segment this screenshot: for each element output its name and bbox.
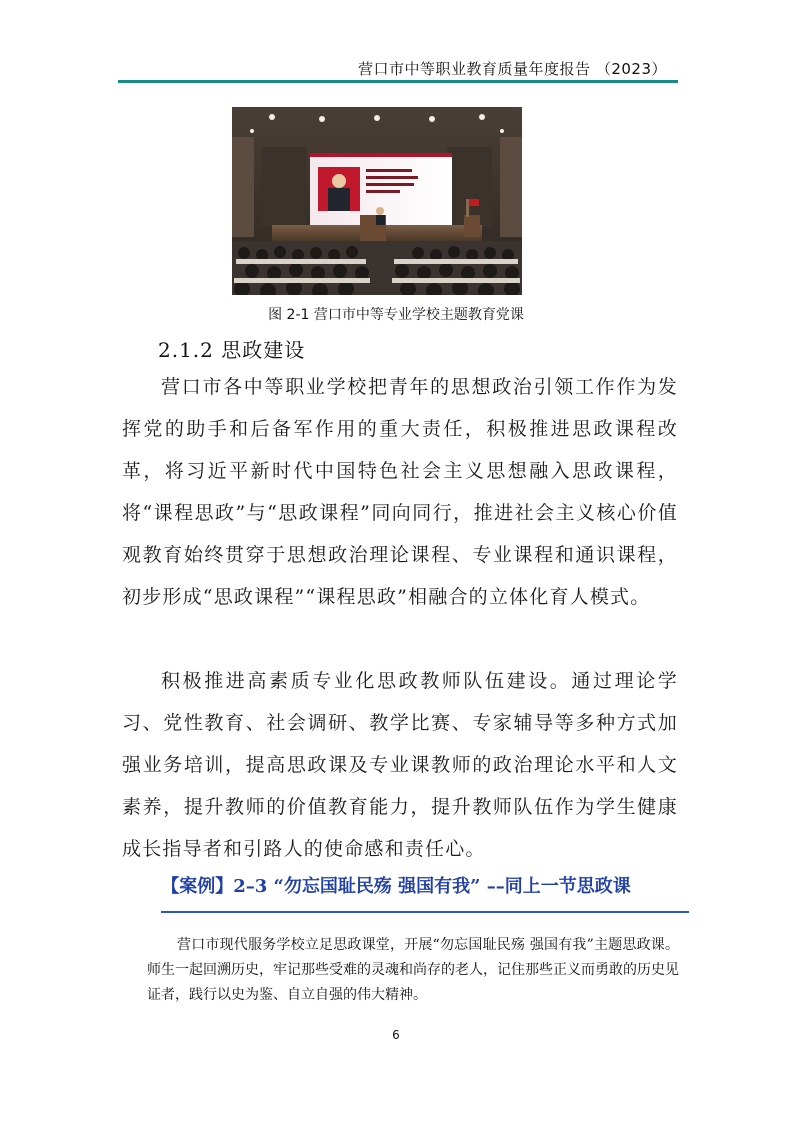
case-body-text: 营口市现代服务学校立足思政课堂，开展“勿忘国耻民殇 强国有我”主题思政课。师生一起回溯历史，牢记那些受难的灵魂和尚存的老人，记住那些正义而勇敢的历史见证者，践行以史为鉴、自立自强的伟大精神。 bbox=[147, 937, 679, 1003]
lecture-hall-illustration bbox=[232, 107, 522, 295]
figure-photo bbox=[232, 107, 522, 295]
section-heading: 2.1.2 思政建设 bbox=[158, 338, 306, 362]
body-paragraph: 营口市各中等职业学校把青年的思想政治引领工作作为发挥党的助手和后备军作用的重大责任，积极推进思政课程改革，将习近平新时代中国特色社会主义思想融入思政课程，将“课程思政”与“思政课程”同向同行，推进社会主义核心价值观教育始终贯穿于思想政治理论课程、专业课程和通识课程，初步形成“思政课程”“课程思政”相融合的立体化育人模式。 bbox=[122, 376, 678, 608]
header-divider bbox=[118, 80, 678, 83]
page-header-title: 营口市中等职业教育质量年度报告 （2023） bbox=[358, 60, 667, 78]
body-paragraph: 积极推进高素质专业化思政教师队伍建设。通过理论学习、党性教育、社会调研、教学比赛、专家辅导等多种方式加强业务培训，提高思政课及专业课教师的政治理论水平和人文素养，提升教师的价值教育能力，提升教师队伍作为学生健康成长指导者和引路人的使命感和责任心。 bbox=[122, 670, 678, 860]
figure-caption: 图 2-1 营口市中等专业学校主题教育党课 bbox=[268, 307, 524, 323]
page-number: 6 bbox=[392, 1028, 400, 1042]
case-title: 【案例】2–3 “勿忘国耻民殇 强国有我” ––同上一节思政课 bbox=[161, 876, 631, 897]
case-divider bbox=[161, 911, 689, 913]
